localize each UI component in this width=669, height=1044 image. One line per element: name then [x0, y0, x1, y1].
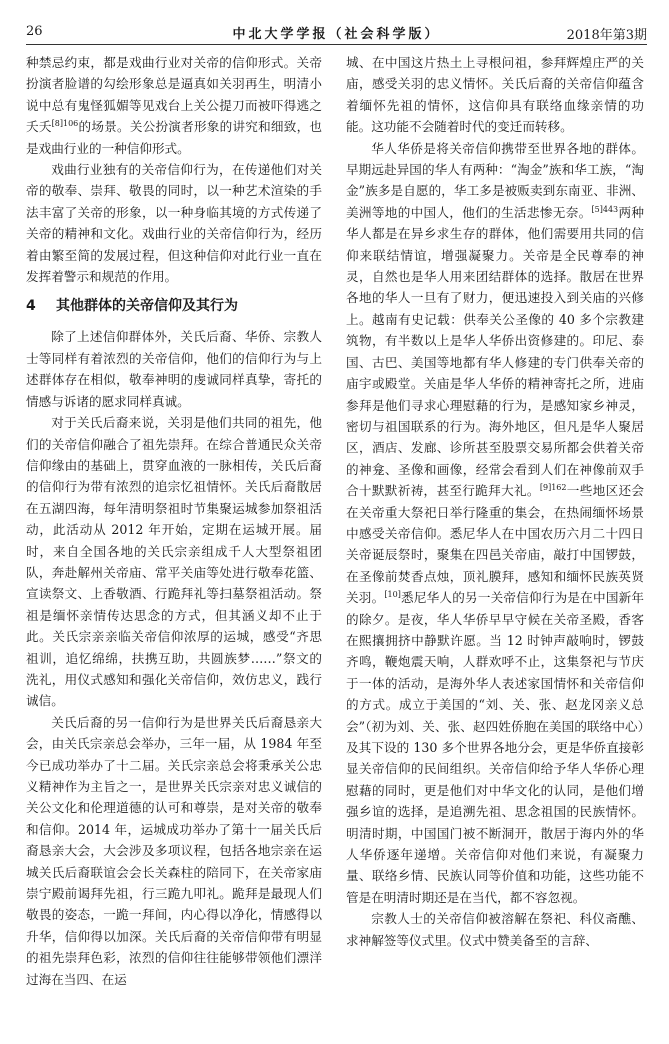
- paragraph-continued: 种禁忌约束，都是戏曲行业对关帝的信仰形式。关帝扮演者脸谱的勾绘形象总是逼真如关羽再生，明清小说中总有鬼怪狐媚等见戏台上关公提刀而被吓得逃之夭夭$^{[8]106}$的场景。关公扮演者形象的讲究和细致，也是戏曲行业的一种信仰形式。: [26, 55, 322, 156]
- paragraph-continued: 城、在中国这片热土上寻根问祖，参拜辉煌庄严的关庙，感受关羽的忠义情怀。关氏后裔的关帝信仰蕴含着缅怀先祖的情怀，这信仰具有联络血缘亲情的功能。这功能不会随着时代的变迁而转移。: [346, 55, 644, 135]
- paragraph: 戏曲行业独有的关帝信仰行为，在传递他们对关帝的敬奉、崇拜、敬畏的同时，以一种艺术渲染的手法丰富了关帝的形象，以一种身临其境的方式传递了关帝的精神和文化。戏曲行业的关帝信仰行为，经历着由繁至简的发展过程，但这种信仰对此行业一直在发挥着警示和规范的作用。: [26, 162, 322, 285]
- journal-title: 中北大学学报（社会科学版）: [232, 27, 441, 42]
- page-number: 26: [26, 24, 43, 39]
- citation-ref: [8]106: [51, 119, 79, 129]
- paragraph: 华人华侨是将关帝信仰携带至世界各地的群体。早期远赴异国的华人有两种：“淘金”族和华工族，“淘金”族多是自愿的，华工多是被贩卖到东南亚、非洲、美洲等地的中国人，他们的生活悲惨无奈。$^{[5]443}$两种华人都是在异乡求生存的群体，他们需要用共同的信仰来联结情谊，增强凝聚力。关帝是全民尊奉的神灵，自然也是华人用来团结群体的选择。散居在世界各地的华人一旦有了财力，便迅速投入到关庙的兴修上。越南有史记载：供奉关公圣像的 40 多个宗教建筑物，有半数以上是华人华侨出资修建的。印尼、泰国、古巴、美国等地都有华人修建的专门供奉关帝的庙宇或殿堂。关庙是华人华侨的精神寄托之所，进庙参拜是他们寻求心理慰藉的行为，是感知家乡神灵，密切与祖国联系的行为。海外地区，但凡是华人聚居区，酒店、发廊、诊所甚至股票交易所都会供着关帝的神龛、圣像和画像，经常会看到人们在神像前双手合十默默祈祷，甚至行跪拜大礼。$^{[9]162}$一些地区还会在关帝重大祭祀日举行隆重的集会，在热闹缅怀场景中感受关帝信仰。悉尼华人在中国农历六月二十四日关帝诞辰祭时，聚集在四邑关帝庙，敲打中国锣鼓，在圣像前焚香点烛，顶礼膜拜，感知和缅怀民族英贤关羽。[10]悉尼华人的另一关帝信仰行为是在中国新年的除夕。是夜，华人华侨早早守候在关帝圣殿，香客在熙攘拥挤中静默许愿。当 12 时钟声敲响时，锣鼓齐鸣，鞭炮震天响，人群欢呼不止，这集祭祀与节庆于一体的活动，是海外华人表述家国情怀和关帝信仰的方式。成立于美国的“刘、关、张、赵龙冈亲义总会”（初为刘、关、张、赵四姓侨胞在美国的联络中心）及其下设的 130 多个世界各地分会，更是华侨直接彰显关帝信仰的民间组织。关帝信仰给予华人华侨心理慰藉的同时，更是他们对中华文化的认同，是他们增强乡谊的选择，是追溯先祖、思念祖国的民族情怀。明清时期，中国国门被不断洞开，散居于海内外的华人华侨逐年递增。关帝信仰对他们来说，有凝聚力量、联络乡情、民族认同等价值和功能，这些功能不管是在明清时期还是在当代，都不容忽视。: [346, 140, 645, 905]
- section-heading: [26, 296, 322, 316]
- page-header: [26, 22, 647, 45]
- section-number: 4: [26, 298, 36, 315]
- paragraph: 关氏后裔的另一信仰行为是世界关氏后裔恳亲大会，由关氏宗亲总会举办，三年一届，从 1984 年至今已成功举办了十二届。关氏宗亲总会将秉承关公忠义精神作为主旨之一，是世界关氏宗亲对忠义诚信的关公文化和伦理道德的认可和尊崇，是对关帝的敬奉和信仰。2014 年，运城成功举办了第十一届关氏后裔恳亲大会，大会涉及多项议程，包括各地宗亲在运城关氏后裔联谊会会长关森柱的陪同下，在关帝家庙崇宁殿前谒拜先祖，行三跪九叩礼。跪拜是最现人们敬畏的姿态，一跪一拜间，内心得以净化，情感得以升华，信仰得以加深。关氏后裔的关帝信仰带有明显的祖先崇拜色彩，浓烈的信仰往往能够带领他们漂洋过海在当四、在运: [26, 714, 322, 987]
- paragraph: 除了上述信仰群体外，关氏后裔、华侨、宗教人士等同样有着浓烈的关帝信仰，他们的信仰行为与上述群体存在相似，敬奉神明的虔诚同样真挚，寄托的情感与诉诸的愿求同样真诚。: [26, 329, 322, 409]
- paragraph: 宗教人士的关帝信仰被溶解在祭祀、科仪斋醮、求神解签等仪式里。仪式中赞美备至的言辞、: [346, 911, 644, 948]
- left-column: [26, 52, 322, 990]
- citation-ref: [5]443: [591, 204, 619, 214]
- issue-label: 2018年第3期: [566, 28, 647, 43]
- right-column: [346, 52, 644, 951]
- citation-ref: [10]: [384, 589, 401, 599]
- section-title: 其他群体的关帝信仰及其行为: [56, 298, 238, 315]
- paragraph: 对于关氏后裔来说，关羽是他们共同的祖先，他们的关帝信仰融合了祖先崇拜。在综合普通民众关帝信仰缘由的基础上，贯穿血液的一脉相传，关氏后裔的信仰行为带有浓烈的追宗忆祖情怀。关氏后裔散居在五湖四海，每年清明祭祖时节集聚运城参加祭祖活动，此活动从 2012 年开始，定期在运城开展。届时，来自全国各地的关氏宗亲组成千人大型祭祖团队，奔赴解州关帝庙、常平关庙等处进行敬奉花篮、宣读祭文、上香敬酒、行跪拜礼等扫墓祭祖活动。祭祖是缅怀亲情传达思念的方式，但其涵义却不止于此。关氏宗亲亲临关帝信仰浓厚的运城，感受“齐思祖训，追忆绵绵，扶携互助，共圆族梦……”祭文的洗礼，用仪式感知和强化关帝信仰，效仿忠义，践行诚信。: [26, 415, 322, 709]
- citation-ref: [9]162: [539, 482, 567, 492]
